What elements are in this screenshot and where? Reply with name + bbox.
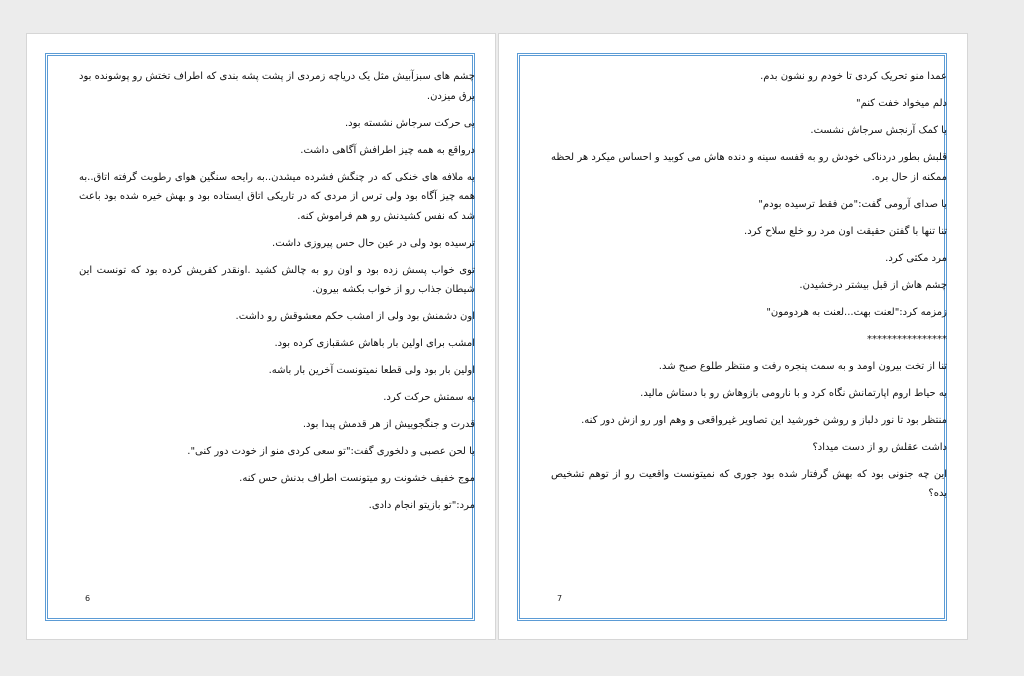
- paragraph: با کمک آرنجش سرجاش نشست.: [810, 125, 947, 136]
- paragraph: امشب برای اولین بار باهاش عشقبازی کرده بود.: [274, 338, 475, 349]
- paragraph: دلم میخواد خفت کنم": [855, 98, 947, 109]
- paragraph: بی حرکت سرجاش نشسته بود.: [344, 117, 475, 129]
- paragraph: مرد مکثی کرد.: [885, 252, 947, 264]
- paragraph: به حیاط اروم اپارتمانش نگاه کرد و با نارومی بازوهاش رو با دستاش مالید.: [640, 387, 947, 399]
- paragraph: با صدای آرومی گفت:"من فقط ترسیده بودم": [758, 198, 947, 210]
- paragraph: این چه جنونی بود که بهش گرفتار شده بود جوری که نمیتونست واقعیت رو از توهم تشخیص بده؟: [551, 468, 947, 499]
- paragraph: داشت عقلش رو از دست میداد؟: [812, 441, 947, 453]
- paragraph: به ملافه های خنکی که در چنگش فشرده میشدن..به رایحه سنگین هوای رطوبت گرفته اتاق..به همه چیز آگاه بود ولی ترس از مردی که در تاریکی اتاق ایستاده بود و بهش خیره شده بود باعث شد که نفس کشیدنش رو هم فراموش کنه.: [79, 171, 475, 222]
- page-text: [551, 67, 947, 511]
- paragraph: عمدا منو تحریک کردی تا خودم رو نشون بدم.: [760, 71, 947, 82]
- paragraph: قلبش بطور دردناکی خودش رو به قفسه سینه و دنده هاش می کوبید و احساس میکرد هر لحظه ممکنه از حال بره.: [551, 152, 947, 183]
- page-text: [79, 67, 475, 523]
- document-page-7: [498, 33, 968, 640]
- page-number: 6: [85, 594, 91, 603]
- paragraph: قدرت و جنگجوییش از هر قدمش پیدا بود.: [302, 419, 475, 430]
- paragraph: چشم های سبزآبیش مثل یک دریاچه زمردی از پشت پشه بندی که اطراف تختش رو پوشونده بود برق میزدن.: [79, 71, 475, 102]
- paragraph: مرد:"تو بازیتو انجام دادی.: [368, 500, 475, 511]
- scene-separator: ****************: [867, 333, 947, 345]
- document-page-6: [26, 33, 496, 640]
- paragraph: اون دشمنش بود ولی از امشب حکم معشوقش رو داشت.: [235, 311, 475, 322]
- paragraph: منتظر بود تا نور دلباز و روشن خورشید این تصاویر غیرواقعی و وهم اور رو ازش دور کنه.: [581, 414, 947, 426]
- paragraph: به سمتش حرکت کرد.: [383, 392, 475, 403]
- paragraph: زمزمه کرد:"لعنت بهت...لعنت به هردومون": [766, 306, 947, 318]
- paragraph: با لحن عصبی و دلخوری گفت:"تو سعی کردی منو از خودت دور کنی".: [187, 446, 475, 457]
- paragraph: توی خواب پسش زده بود و اون رو به چالش کشید .اونقدر کفریش کرده بود که تونست این شیطان جذاب رو از خواب بکشه بیرون.: [79, 264, 475, 295]
- paragraph: موج خفیف خشونت رو میتونست اطراف بدنش حس کنه.: [239, 473, 475, 484]
- page-number: 7: [557, 594, 563, 603]
- paragraph: تنا از تخت بیرون اومد و به سمت پنجره رفت و منتظر طلوع صبح شد.: [658, 360, 947, 372]
- paragraph: ترسیده بود ولی در عین حال حس پیروزی داشت.: [272, 237, 475, 249]
- paragraph: تنا تنها با گفتن حقیقت اون مرد رو خلع سلاح کرد.: [744, 225, 947, 237]
- paragraph: چشم هاش از قبل بیشتر درخشیدن.: [799, 279, 947, 291]
- paragraph: درواقع به همه چیز اطرافش آگاهی داشت.: [300, 144, 475, 156]
- paragraph: اولین بار بود ولی قطعا نمیتونست آخرین بار باشه.: [268, 365, 475, 376]
